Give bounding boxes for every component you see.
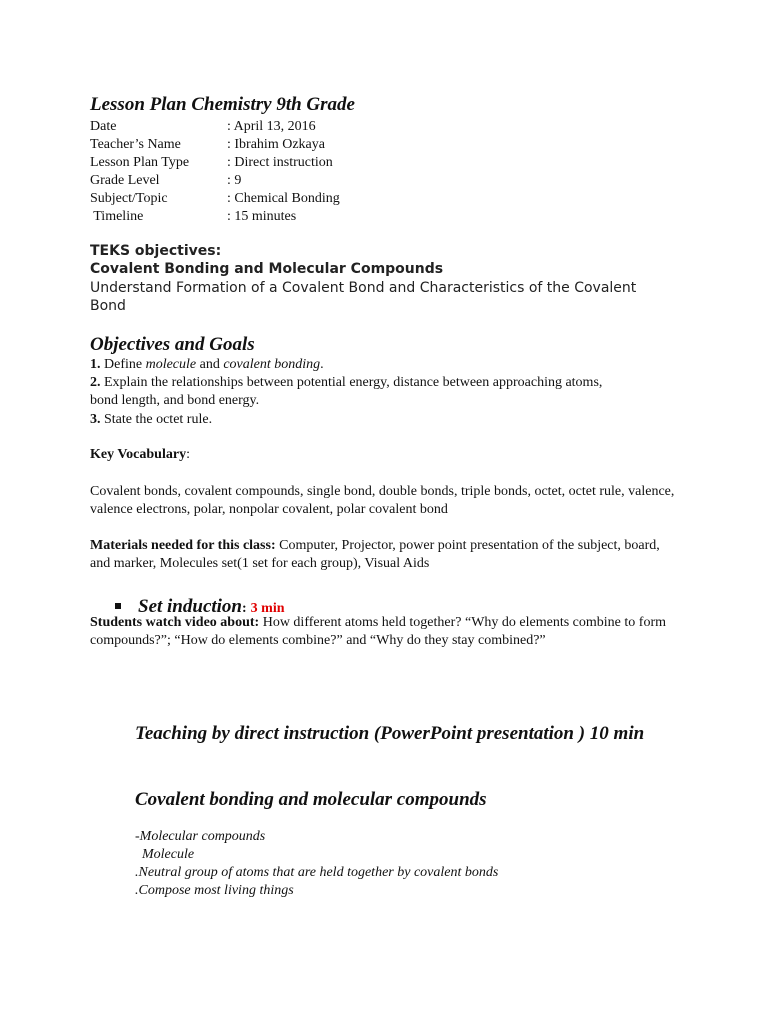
item-term: molecule [145, 357, 197, 372]
materials-paragraph [90, 537, 680, 573]
vocabulary-list: Covalent bonds, covalent compounds, single bond, double bonds, triple bonds, octet, octet rule, valence, valence electrons, polar, nonpolar covalent, polar covalent bond [90, 484, 675, 517]
teaching-heading: Teaching by direct instruction (PowerPoint presentation ) 10 min [135, 723, 645, 744]
info-value: : 15 minutes [227, 209, 297, 224]
info-row-teacher [90, 136, 325, 154]
info-value: : April 13, 2016 [227, 119, 316, 134]
info-label: Lesson Plan Type [90, 155, 190, 170]
info-row-grade [90, 172, 241, 190]
item-number: 3. [90, 412, 101, 427]
info-label: Subject/Topic [90, 191, 168, 206]
info-row-date [90, 118, 316, 136]
objective-item-1 [90, 356, 680, 374]
info-row-timeline [90, 208, 296, 226]
info-value: : Direct instruction [227, 155, 333, 170]
vocabulary-label: Key Vocabulary [90, 447, 187, 462]
info-label: Teacher’s Name [90, 137, 181, 152]
info-row-plan-type [90, 154, 333, 172]
info-label: Timeline [90, 209, 144, 224]
info-value: : Ibrahim Ozkaya [227, 137, 325, 152]
teaching-subheading: Covalent bonding and molecular compounds [135, 789, 487, 810]
info-row-subject [90, 190, 340, 208]
item-number: 2. [90, 375, 101, 390]
materials-text: Computer, Projector, power point presentation of the subject, board, and marker, Molecules set(1 set for each group), Visual Aids [90, 538, 660, 571]
teks-heading: TEKS objectives: [90, 243, 222, 259]
note-text: -Molecular compounds [135, 829, 266, 844]
note-text: .Neutral group of atoms that are held together by covalent bonds [135, 865, 499, 880]
item-text: State the octet rule. [100, 412, 213, 427]
item-text: and [196, 357, 224, 372]
objective-item-3 [90, 411, 680, 429]
teks-description: Understand Formation of a Covalent Bond and Characteristics of the Covalent Bond [90, 280, 637, 314]
note-text: Molecule [135, 847, 195, 862]
materials-label: Materials needed for this class: [90, 538, 276, 553]
set-induction-title: Set induction [138, 596, 242, 617]
square-bullet-icon [115, 603, 121, 609]
item-text: Define [100, 357, 146, 372]
set-induction-colon: : [242, 601, 247, 616]
set-induction-paragraph [90, 614, 670, 650]
teks-subheading: Covalent Bonding and Molecular Compounds [90, 261, 444, 277]
info-value: : Chemical Bonding [227, 191, 340, 206]
notes-line [135, 882, 294, 900]
vocabulary-colon: : [186, 447, 190, 462]
objective-item-2 [90, 374, 610, 410]
set-induction-label: Students watch video about: [90, 615, 260, 630]
item-text: . [320, 357, 324, 372]
notes-line [135, 828, 265, 846]
info-label: Date [90, 119, 117, 134]
notes-line [135, 864, 498, 882]
page-title: Lesson Plan Chemistry 9th Grade [90, 94, 355, 115]
info-value: : 9 [227, 173, 242, 188]
set-induction-time: 3 min [250, 601, 285, 616]
objectives-heading: Objectives and Goals [90, 334, 255, 355]
note-text: .Compose most living things [135, 883, 294, 898]
item-number: 1. [90, 357, 101, 372]
vocabulary-heading [90, 446, 680, 464]
item-term: covalent bonding [223, 357, 321, 372]
set-induction-text: How different atoms held together? “Why do elements combine to form compounds?”; “How do elements combine?” and “Why do they stay combined?” [90, 615, 666, 648]
info-label: Grade Level [90, 173, 160, 188]
item-text: Explain the relationships between potential energy, distance between approaching atoms, bond length, and bond energy. [90, 375, 603, 408]
notes-line [135, 846, 194, 864]
